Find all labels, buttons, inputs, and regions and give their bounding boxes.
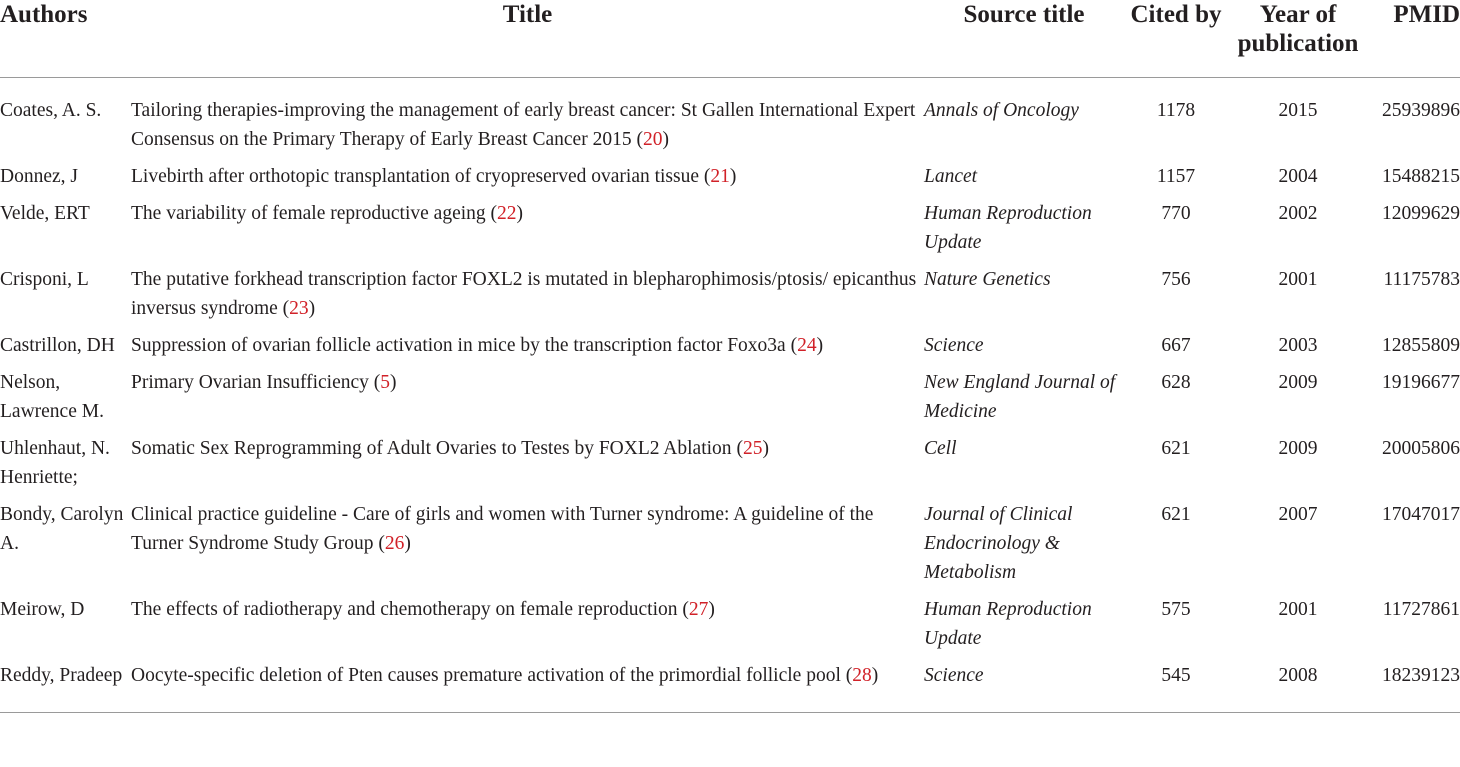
cell-authors: Bondy, Carolyn A. — [0, 503, 124, 554]
cell-year: 2009 — [1278, 437, 1318, 459]
cell-cited-by: 545 — [1161, 664, 1191, 686]
reference-link[interactable]: 21 — [710, 165, 730, 187]
title-text: The putative forkhead transcription factor FOXL2 is mutated in blepharophimosis/ptosis/ epicanthus inversus syndrome — [131, 268, 917, 319]
header-year-of-publication: Year of publication — [1237, 1, 1359, 57]
header-source-title: Source title — [963, 1, 1085, 28]
cell-source-title: Human Reproduction Update — [924, 598, 1092, 649]
title-text: Clinical practice guideline - Care of girls and women with Turner syndrome: A guideline of the Turner Syndrome Study Group — [131, 503, 874, 554]
cell-year: 2001 — [1278, 268, 1318, 290]
reference-link[interactable]: 22 — [497, 202, 517, 224]
header-cited-by: Cited by — [1130, 1, 1222, 28]
reference-link[interactable]: 27 — [688, 598, 709, 620]
cell-source-title: Science — [924, 664, 984, 686]
reference-link[interactable]: 5 — [380, 371, 391, 393]
cell-year: 2008 — [1278, 664, 1318, 686]
title-text: Primary Ovarian Insufficiency — [131, 371, 369, 393]
header-pmid: PMID — [1393, 1, 1460, 28]
cell-year: 2009 — [1278, 371, 1318, 393]
table-row — [0, 434, 1460, 500]
reference-link[interactable]: 25 — [742, 437, 763, 459]
cell-source-title: Human Reproduction Update — [924, 202, 1092, 253]
cell-cited-by: 756 — [1161, 268, 1191, 290]
cell-pmid: 12099629 — [1382, 202, 1460, 224]
reference-link[interactable]: 26 — [384, 532, 405, 554]
cell-title: Oocyte-specific deletion of Pten causes premature activation of the primordial follicle pool (28) — [131, 664, 879, 686]
cell-authors: Reddy, Pradeep — [0, 664, 123, 686]
cell-pmid: 25939896 — [1382, 99, 1460, 121]
cell-authors: Castrillon, DH — [0, 334, 115, 356]
cell-title: The effects of radiotherapy and chemotherapy on female reproduction (27) — [131, 598, 715, 620]
cell-pmid: 15488215 — [1382, 165, 1460, 187]
cell-cited-by: 628 — [1161, 371, 1191, 393]
cell-authors: Uhlenhaut, N. Henriette; — [0, 437, 110, 488]
cell-cited-by: 621 — [1161, 503, 1191, 525]
table-header — [0, 0, 1460, 77]
cell-authors: Velde, ERT — [0, 202, 90, 224]
reference-link[interactable]: 20 — [642, 128, 663, 150]
table-row — [0, 162, 1460, 199]
table-row — [0, 265, 1460, 331]
cell-cited-by: 770 — [1161, 202, 1191, 224]
table-row — [0, 500, 1460, 595]
cell-source-title: Lancet — [924, 165, 978, 187]
cell-pmid: 18239123 — [1382, 664, 1460, 686]
cell-authors: Nelson, Lawrence M. — [0, 371, 104, 422]
cell-cited-by: 1178 — [1156, 99, 1196, 121]
cell-year: 2015 — [1278, 99, 1318, 121]
title-text: Livebirth after orthotopic transplantation of cryopreserved ovarian tissue — [131, 165, 700, 187]
cell-authors: Crisponi, L — [0, 268, 89, 290]
title-text: Suppression of ovarian follicle activation in mice by the transcription factor Foxo3a — [131, 334, 786, 356]
cell-year: 2001 — [1278, 598, 1318, 620]
title-text: Oocyte-specific deletion of Pten causes premature activation of the primordial follicle pool — [131, 664, 841, 686]
cell-pmid: 11175783 — [1383, 268, 1460, 290]
cell-source-title: Journal of Clinical Endocrinology & Metabolism — [924, 503, 1073, 583]
cell-title: Somatic Sex Reprogramming of Adult Ovaries to Testes by FOXL2 Ablation (25) — [131, 437, 769, 459]
title-text: The variability of female reproductive ageing — [131, 202, 486, 224]
cell-title: Primary Ovarian Insufficiency (5) — [131, 371, 397, 393]
title-text: The effects of radiotherapy and chemotherapy on female reproduction — [131, 598, 678, 620]
cell-cited-by: 621 — [1161, 437, 1191, 459]
cell-source-title: Nature Genetics — [924, 268, 1051, 290]
header-authors: Authors — [0, 1, 88, 28]
table-body — [0, 77, 1460, 712]
cell-pmid: 11727861 — [1382, 598, 1460, 620]
reference-link[interactable]: 24 — [797, 334, 817, 356]
cell-authors: Donnez, J — [0, 165, 78, 187]
table-row — [0, 595, 1460, 661]
cell-pmid: 17047017 — [1382, 503, 1460, 525]
table-row — [0, 368, 1460, 434]
cell-year: 2002 — [1278, 202, 1318, 224]
header-row — [0, 0, 1460, 77]
cell-year: 2004 — [1278, 165, 1318, 187]
reference-link[interactable]: 23 — [289, 297, 309, 319]
cell-source-title: Annals of Oncology — [924, 99, 1079, 121]
cell-cited-by: 575 — [1161, 598, 1191, 620]
header-title: Title — [502, 1, 553, 28]
cell-pmid: 20005806 — [1382, 437, 1460, 459]
cell-authors: Meirow, D — [0, 598, 85, 620]
cell-title: Tailoring therapies-improving the management of early breast cancer: St Gallen International Expert Consensus on the Primary Therapy of Early Breast Cancer 2015 (20) — [131, 99, 916, 150]
cell-cited-by: 667 — [1161, 334, 1191, 356]
title-text: Tailoring therapies-improving the management of early breast cancer: St Gallen International Expert Consensus on the Primary Therapy of Early Breast Cancer 2015 — [131, 99, 916, 150]
cell-title: Livebirth after orthotopic transplantation of cryopreserved ovarian tissue (21) — [131, 165, 737, 187]
cell-title: The putative forkhead transcription factor FOXL2 is mutated in blepharophimosis/ptosis/ epicanthus inversus syndrome (23) — [131, 268, 917, 319]
table-row — [0, 661, 1460, 713]
reference-link[interactable]: 28 — [852, 664, 872, 686]
cell-title: The variability of female reproductive ageing (22) — [131, 202, 524, 224]
cell-pmid: 19196677 — [1382, 371, 1460, 393]
cell-cited-by: 1157 — [1156, 165, 1196, 187]
cell-authors: Coates, A. S. — [0, 99, 102, 121]
cell-source-title: New England Journal of Medicine — [924, 371, 1116, 422]
cell-title: Suppression of ovarian follicle activation in mice by the transcription factor Foxo3a (24) — [131, 334, 824, 356]
cell-source-title: Cell — [924, 437, 957, 459]
table-row — [0, 199, 1460, 265]
cell-title: Clinical practice guideline - Care of girls and women with Turner syndrome: A guideline of the Turner Syndrome Study Group (26) — [131, 503, 874, 554]
cell-source-title: Science — [924, 334, 984, 356]
cell-pmid: 12855809 — [1382, 334, 1460, 356]
table-row — [0, 331, 1460, 368]
title-text: Somatic Sex Reprogramming of Adult Ovaries to Testes by FOXL2 Ablation — [131, 437, 732, 459]
table-row — [0, 77, 1460, 162]
cell-year: 2003 — [1278, 334, 1318, 356]
cell-year: 2007 — [1278, 503, 1318, 525]
